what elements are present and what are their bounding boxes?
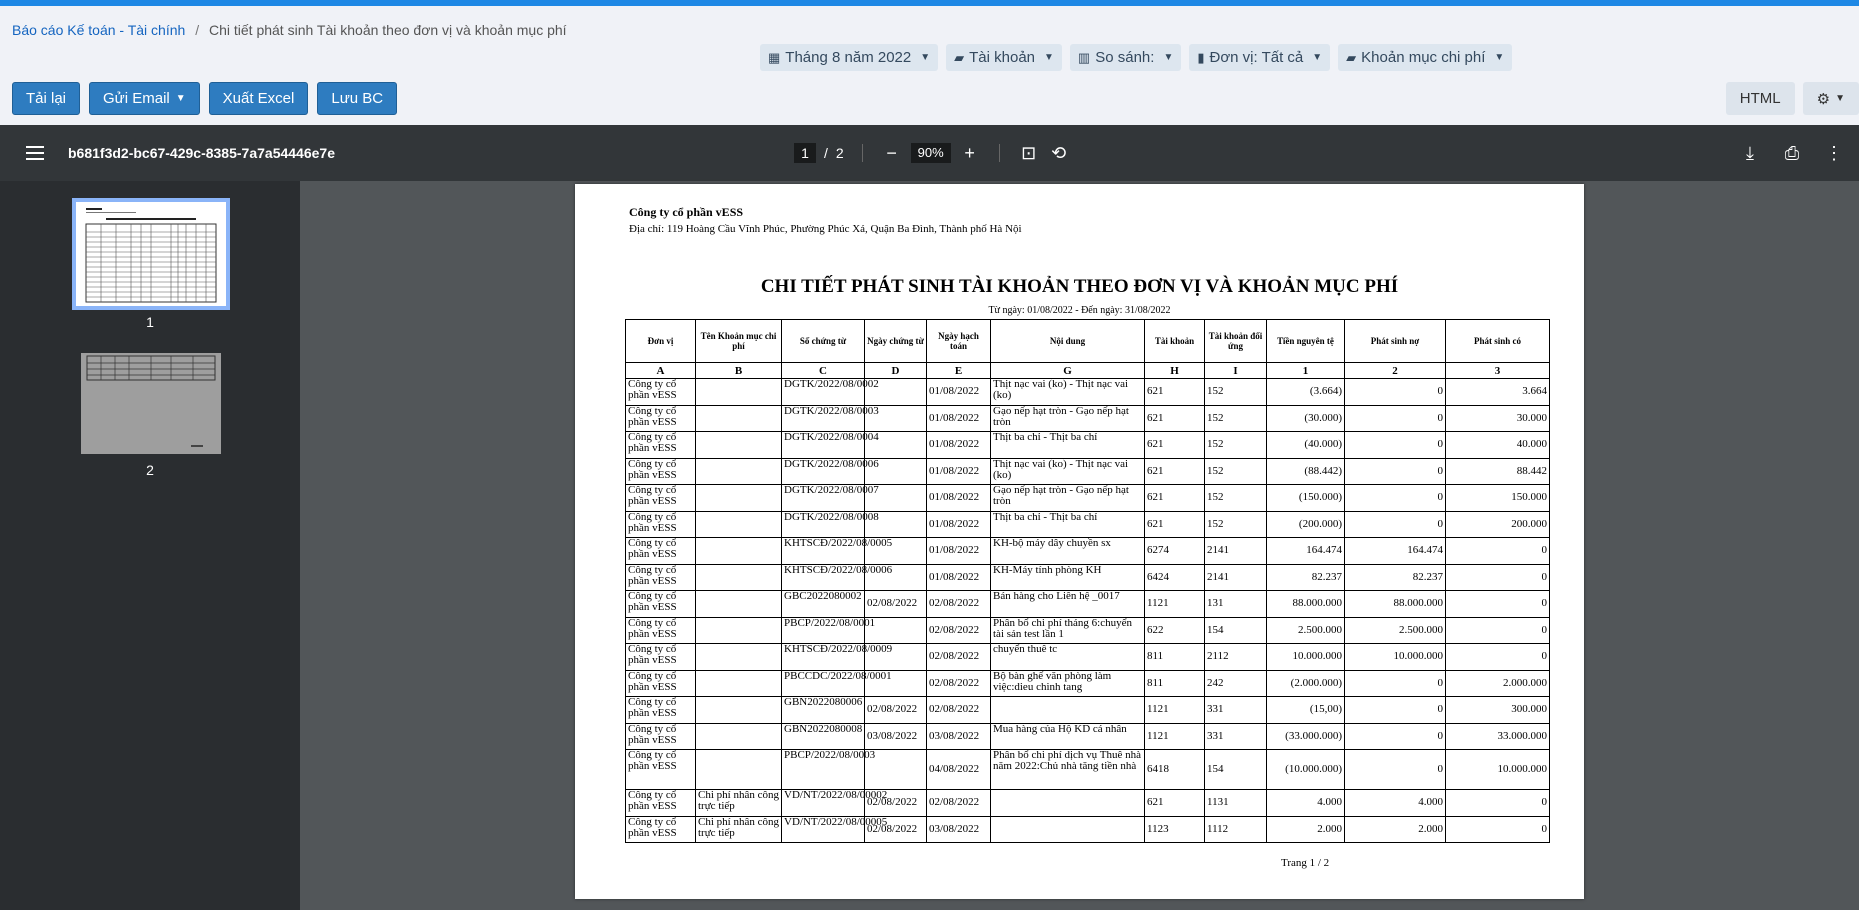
gear-icon: ⚙ xyxy=(1816,90,1831,108)
right-toolbar xyxy=(1726,82,1859,115)
table-cell: 6418 xyxy=(1145,750,1205,790)
table-cell: 0 xyxy=(1446,591,1550,618)
table-cell: 1112 xyxy=(1205,816,1267,843)
table-cell: 621 xyxy=(1145,790,1205,817)
table-cell: 82.237 xyxy=(1267,564,1345,591)
table-row xyxy=(626,564,1550,591)
table-cell: 02/08/2022 xyxy=(927,644,991,671)
table-row xyxy=(626,511,1550,538)
table-cell: 03/08/2022 xyxy=(927,723,991,750)
table-letter-row xyxy=(626,363,1550,379)
column-code: 3 xyxy=(1446,363,1550,379)
table-cell: 1121 xyxy=(1145,697,1205,724)
table-cell: DGTK/2022/08/0002 xyxy=(782,379,865,406)
column-code: 1 xyxy=(1267,363,1345,379)
table-cell: 02/08/2022 xyxy=(927,697,991,724)
print-icon[interactable]: ⎙ xyxy=(1784,142,1800,163)
table-cell xyxy=(696,458,782,485)
filter-bar xyxy=(760,44,1512,72)
export-excel-button[interactable]: Xuất Excel xyxy=(209,82,309,115)
table-cell: Công ty cổ phần vESS xyxy=(626,379,696,406)
table-cell: GBC2022080002 xyxy=(782,591,865,618)
caret-down-icon: ▼ xyxy=(175,93,186,104)
table-cell: 621 xyxy=(1145,458,1205,485)
table-cell: 4.000 xyxy=(1345,790,1446,817)
table-cell: 02/08/2022 xyxy=(927,670,991,697)
table-cell: GBN2022080006 xyxy=(782,697,865,724)
table-cell: 300.000 xyxy=(1446,697,1550,724)
table-cell: 40.000 xyxy=(1446,432,1550,459)
table-row xyxy=(626,617,1550,644)
table-cell: Thịt ba chỉ - Thịt ba chỉ xyxy=(991,432,1145,459)
table-cell xyxy=(991,790,1145,817)
table-cell: 02/08/2022 xyxy=(865,591,927,618)
total-pages: 2 xyxy=(835,145,844,161)
table-cell: 0 xyxy=(1446,816,1550,843)
table-cell: 02/08/2022 xyxy=(865,697,927,724)
pdf-page xyxy=(575,184,1584,899)
table-cell: 2112 xyxy=(1205,644,1267,671)
column-header: Phát sinh nợ xyxy=(1345,320,1446,363)
caret-down-icon: ▼ xyxy=(1494,52,1505,63)
table-row xyxy=(626,670,1550,697)
table-cell: 10.000.000 xyxy=(1267,644,1345,671)
table-cell: Công ty cổ phần vESS xyxy=(626,723,696,750)
table-cell: 621 xyxy=(1145,485,1205,512)
column-header: Đơn vị xyxy=(626,320,696,363)
table-cell: VD/NT/2022/08/00002 xyxy=(782,790,865,817)
table-cell: 6424 xyxy=(1145,564,1205,591)
table-cell: 0 xyxy=(1446,644,1550,671)
column-header: Số chứng từ xyxy=(782,320,865,363)
table-cell: 164.474 xyxy=(1345,538,1446,565)
table-row xyxy=(626,538,1550,565)
table-cell: Công ty cổ phần vESS xyxy=(626,538,696,565)
table-cell: 01/08/2022 xyxy=(927,485,991,512)
table-row xyxy=(626,458,1550,485)
table-cell: PBCP/2022/08/0001 xyxy=(782,617,865,644)
table-cell: 154 xyxy=(1205,617,1267,644)
company-name: Công ty cổ phần vESS xyxy=(629,205,744,219)
table-cell: 0 xyxy=(1446,538,1550,565)
page-footer: Trang 1 / 2 xyxy=(1281,857,1330,869)
table-cell: 82.237 xyxy=(1345,564,1446,591)
table-cell: 2141 xyxy=(1205,564,1267,591)
table-cell: 152 xyxy=(1205,405,1267,432)
page-separator: / xyxy=(824,145,828,161)
table-cell: 2.000 xyxy=(1345,816,1446,843)
table-cell: 03/08/2022 xyxy=(927,816,991,843)
table-cell: (3.664) xyxy=(1267,379,1345,406)
table-cell: 152 xyxy=(1205,458,1267,485)
filter-period[interactable] xyxy=(760,44,938,71)
caret-down-icon: ▼ xyxy=(1044,52,1054,63)
table-cell: Công ty cổ phần vESS xyxy=(626,432,696,459)
table-cell: 33.000.000 xyxy=(1446,723,1550,750)
table-cell: Gạo nếp hạt tròn - Gạo nếp hạt tròn xyxy=(991,405,1145,432)
table-cell: 2.500.000 xyxy=(1267,617,1345,644)
table-cell: Thịt nạc vai (ko) - Thịt nạc vai (ko) xyxy=(991,379,1145,406)
page-controls xyxy=(794,143,1070,164)
table-cell xyxy=(991,816,1145,843)
table-cell: 88.442 xyxy=(1446,458,1550,485)
table-cell: 0 xyxy=(1345,511,1446,538)
table-cell: 621 xyxy=(1145,511,1205,538)
table-cell: Bộ bàn ghế văn phòng làm việc:dieu chinh tang xyxy=(991,670,1145,697)
breadcrumb xyxy=(0,6,1859,46)
table-row xyxy=(626,816,1550,843)
folder-icon: ▰ xyxy=(1346,49,1357,65)
table-cell: 1121 xyxy=(1145,723,1205,750)
table-cell: KHTSCĐ/2022/08/0009 xyxy=(782,644,865,671)
table-cell: 0 xyxy=(1446,790,1550,817)
table-row xyxy=(626,405,1550,432)
table-cell: 0 xyxy=(1345,432,1446,459)
table-cell: Phân bổ chi phí dịch vụ Thuê nhà năm 2022:Chủ nhà tăng tiền nhà xyxy=(991,750,1145,790)
table-cell: 164.474 xyxy=(1267,538,1345,565)
table-cell xyxy=(696,564,782,591)
table-cell: VD/NT/2022/08/00005 xyxy=(782,816,865,843)
table-cell: 03/08/2022 xyxy=(865,723,927,750)
calendar-icon: ▦ xyxy=(768,49,781,65)
table-cell: Công ty cổ phần vESS xyxy=(626,816,696,843)
table-cell: Công ty cổ phần vESS xyxy=(626,670,696,697)
table-cell: 6274 xyxy=(1145,538,1205,565)
table-cell: 1121 xyxy=(1145,591,1205,618)
caret-down-icon: ▼ xyxy=(1163,52,1174,63)
column-header: Tài khoản xyxy=(1145,320,1205,363)
thumbnail-label-1: 1 xyxy=(146,314,154,330)
building-icon: ▮ xyxy=(1197,49,1205,65)
table-cell: (30.000) xyxy=(1267,405,1345,432)
table-cell: 3.664 xyxy=(1446,379,1550,406)
rotate-icon[interactable]: ⟲ xyxy=(1051,142,1067,163)
table-cell: Phân bổ chi phí tháng 6:chuyển tài sản test lần 1 xyxy=(991,617,1145,644)
table-cell: 02/08/2022 xyxy=(927,617,991,644)
table-cell: DGTK/2022/08/0003 xyxy=(782,405,865,432)
table-cell: 621 xyxy=(1145,432,1205,459)
table-cell: 154 xyxy=(1205,750,1267,790)
table-cell: 01/08/2022 xyxy=(927,458,991,485)
page-thumbnail-2[interactable] xyxy=(81,353,221,454)
table-cell: 30.000 xyxy=(1446,405,1550,432)
table-row xyxy=(626,723,1550,750)
report-date-range: Từ ngày: 01/08/2022 - Đến ngày: 31/08/2022 xyxy=(988,305,1171,316)
table-cell: (2.000.000) xyxy=(1267,670,1345,697)
table-cell: 01/08/2022 xyxy=(927,379,991,406)
pdf-viewer-toolbar xyxy=(0,125,1859,181)
table-cell: 0 xyxy=(1446,564,1550,591)
table-cell: 04/08/2022 xyxy=(927,750,991,790)
table-cell: 88.000.000 xyxy=(1345,591,1446,618)
table-cell: 01/08/2022 xyxy=(927,405,991,432)
table-cell: Mua hàng của Hộ KD cá nhân xyxy=(991,723,1145,750)
table-cell: Thịt ba chỉ - Thịt ba chỉ xyxy=(991,511,1145,538)
table-cell: Công ty cổ phần vESS xyxy=(626,644,696,671)
zoom-level-input[interactable]: 90% xyxy=(911,143,951,163)
report-title: CHI TIẾT PHÁT SINH TÀI KHOẢN THEO ĐƠN VỊ VÀ KHOẢN MỤC PHÍ xyxy=(760,276,1399,297)
filter-cost-item[interactable] xyxy=(1338,44,1512,71)
table-cell: 0 xyxy=(1345,379,1446,406)
breadcrumb-separator: / xyxy=(195,22,200,38)
table-cell: Thịt nạc vai (ko) - Thịt nạc vai (ko) xyxy=(991,458,1145,485)
table-cell: 02/08/2022 xyxy=(927,591,991,618)
table-cell: DGTK/2022/08/0008 xyxy=(782,511,865,538)
table-cell: Gạo nếp hạt tròn - Gạo nếp hạt tròn xyxy=(991,485,1145,512)
table-cell xyxy=(696,644,782,671)
table-cell: 152 xyxy=(1205,485,1267,512)
table-cell: Chi phí nhân công trực tiếp xyxy=(696,790,782,817)
table-cell xyxy=(991,697,1145,724)
column-header: Ngày hạch toán xyxy=(927,320,991,363)
column-code: I xyxy=(1205,363,1267,379)
filter-label: Đơn vị: Tất cả xyxy=(1209,49,1304,66)
table-cell: PBCCDC/2022/08/0001 xyxy=(782,670,865,697)
breadcrumb-current: Chi tiết phát sinh Tài khoản theo đơn vị và khoản mục phí xyxy=(208,22,567,38)
zoom-in-icon[interactable]: + xyxy=(964,142,975,163)
table-cell: 2.000.000 xyxy=(1446,670,1550,697)
zoom-out-icon[interactable]: − xyxy=(886,142,897,163)
table-cell: 0 xyxy=(1345,670,1446,697)
table-cell: Công ty cổ phần vESS xyxy=(626,750,696,790)
table-cell: (200.000) xyxy=(1267,511,1345,538)
filter-account[interactable] xyxy=(946,44,1062,71)
column-code: D xyxy=(865,363,927,379)
table-cell: 621 xyxy=(1145,379,1205,406)
table-cell: DGTK/2022/08/0004 xyxy=(782,432,865,459)
table-cell xyxy=(696,617,782,644)
table-body xyxy=(626,379,1550,843)
table-cell: 01/08/2022 xyxy=(927,564,991,591)
table-cell: Bán hàng cho Liên hệ _0017 xyxy=(991,591,1145,618)
table-cell: PBCP/2022/08/0003 xyxy=(782,750,865,790)
thumbnail-preview-2 xyxy=(81,353,221,454)
table-cell: 131 xyxy=(1205,591,1267,618)
table-cell: 2141 xyxy=(1205,538,1267,565)
table-header-row xyxy=(626,320,1550,363)
bar-chart-icon: ▥ xyxy=(1077,49,1091,65)
settings-button[interactable] xyxy=(1803,82,1859,115)
company-address: Địa chỉ: 119 Hoàng Cầu Vĩnh Phúc, Phường Phúc Xá, Quận Ba Đình, Thành phố Hà Nội xyxy=(629,223,1022,235)
fit-page-icon[interactable]: ⊡ xyxy=(1021,142,1037,163)
table-cell: Công ty cổ phần vESS xyxy=(626,790,696,817)
table-cell xyxy=(696,511,782,538)
filter-unit[interactable] xyxy=(1189,44,1330,71)
table-cell: 10.000.000 xyxy=(1446,750,1550,790)
table-cell: 02/08/2022 xyxy=(927,790,991,817)
table-cell: 2.500.000 xyxy=(1345,617,1446,644)
table-cell: 0 xyxy=(1345,723,1446,750)
column-header: Tên Khoản mục chi phí xyxy=(696,320,782,363)
table-row xyxy=(626,432,1550,459)
column-code: G xyxy=(991,363,1145,379)
toolbar-divider xyxy=(999,144,1000,162)
page-thumbnail-1[interactable] xyxy=(76,202,226,306)
caret-down-icon: ▼ xyxy=(920,52,931,63)
save-report-button[interactable]: Lưu BC xyxy=(317,82,397,115)
more-options-icon[interactable]: ⋮ xyxy=(1825,142,1843,163)
table-cell xyxy=(696,538,782,565)
table-cell xyxy=(696,405,782,432)
caret-down-icon: ▼ xyxy=(1835,93,1845,104)
table-cell: 1123 xyxy=(1145,816,1205,843)
table-cell: 152 xyxy=(1205,379,1267,406)
table-cell: 811 xyxy=(1145,644,1205,671)
filter-label: Tài khoản xyxy=(969,49,1036,66)
column-header: Nội dung xyxy=(991,320,1145,363)
table-cell: 10.000.000 xyxy=(1345,644,1446,671)
column-header: Tiền nguyên tệ xyxy=(1267,320,1345,363)
download-icon[interactable]: ⤓ xyxy=(1746,142,1754,163)
table-cell: 1131 xyxy=(1205,790,1267,817)
table-cell xyxy=(696,591,782,618)
table-cell: DGTK/2022/08/0007 xyxy=(782,485,865,512)
table-cell: 621 xyxy=(1145,405,1205,432)
table-cell: chuyển thuê tc xyxy=(991,644,1145,671)
table-cell: (88.442) xyxy=(1267,458,1345,485)
caret-down-icon: ▼ xyxy=(1312,52,1323,63)
filter-label: So sánh: xyxy=(1095,49,1155,66)
send-email-button[interactable] xyxy=(89,82,200,115)
filter-label: Tháng 8 năm 2022 xyxy=(785,49,912,66)
table-cell: Chi phí nhân công trực tiếp xyxy=(696,816,782,843)
table-cell: DGTK/2022/08/0006 xyxy=(782,458,865,485)
viewer-right-tools xyxy=(1739,143,1845,164)
column-code: B xyxy=(696,363,782,379)
table-cell: 02/08/2022 xyxy=(865,816,927,843)
column-code: H xyxy=(1145,363,1205,379)
table-cell: 02/08/2022 xyxy=(865,790,927,817)
table-cell: 01/08/2022 xyxy=(927,511,991,538)
table-cell xyxy=(696,750,782,790)
table-cell: Công ty cổ phần vESS xyxy=(626,617,696,644)
table-cell: 0 xyxy=(1446,617,1550,644)
document-title: b681f3d2-bc67-429c-8385-7a7a54446e7e xyxy=(68,145,335,161)
table-cell: 88.000.000 xyxy=(1267,591,1345,618)
breadcrumb-root-link[interactable]: Báo cáo Kế toán - Tài chính xyxy=(12,22,186,38)
table-cell: 331 xyxy=(1205,723,1267,750)
table-cell: (33.000.000) xyxy=(1267,723,1345,750)
table-cell: 152 xyxy=(1205,432,1267,459)
table-cell: Công ty cổ phần vESS xyxy=(626,485,696,512)
column-header: Ngày chứng từ xyxy=(865,320,927,363)
table-row xyxy=(626,644,1550,671)
table-cell: 0 xyxy=(1345,458,1446,485)
thumbnail-preview-1 xyxy=(76,202,226,306)
filter-compare[interactable] xyxy=(1070,44,1181,71)
page-number-input[interactable]: 1 xyxy=(794,143,816,163)
column-code: 2 xyxy=(1345,363,1446,379)
table-cell: Công ty cổ phần vESS xyxy=(626,458,696,485)
thumbnail-label-2: 2 xyxy=(146,462,154,478)
table-row xyxy=(626,790,1550,817)
table-cell: KHTSCĐ/2022/08/0006 xyxy=(782,564,865,591)
table-cell: GBN2022080008 xyxy=(782,723,865,750)
table-row xyxy=(626,485,1550,512)
table-cell xyxy=(696,432,782,459)
table-cell: 01/08/2022 xyxy=(927,538,991,565)
table-cell: 2.000 xyxy=(1267,816,1345,843)
table-row xyxy=(626,379,1550,406)
table-cell: 01/08/2022 xyxy=(927,432,991,459)
html-view-button[interactable]: HTML xyxy=(1726,82,1795,115)
table-cell: KH-bộ máy dây chuyền sx xyxy=(991,538,1145,565)
toolbar-divider xyxy=(862,144,863,162)
table-cell: 0 xyxy=(1345,485,1446,512)
table-cell: Công ty cổ phần vESS xyxy=(626,511,696,538)
table-cell: (150.000) xyxy=(1267,485,1345,512)
table-cell: 150.000 xyxy=(1446,485,1550,512)
table-cell: KH-Máy tính phòng KH xyxy=(991,564,1145,591)
table-cell: 0 xyxy=(1345,697,1446,724)
table-cell xyxy=(696,670,782,697)
table-cell: 811 xyxy=(1145,670,1205,697)
reload-button[interactable]: Tải lại xyxy=(12,82,80,115)
column-header: Phát sinh có xyxy=(1446,320,1550,363)
thumbnail-sidebar xyxy=(0,181,300,910)
table-cell: KHTSCĐ/2022/08/0005 xyxy=(782,538,865,565)
menu-icon[interactable] xyxy=(26,142,44,164)
table-cell: 0 xyxy=(1345,750,1446,790)
folder-icon: ▰ xyxy=(954,49,965,65)
column-code: E xyxy=(927,363,991,379)
pdf-canvas[interactable] xyxy=(300,181,1859,910)
table-cell xyxy=(696,379,782,406)
table-cell: 4.000 xyxy=(1267,790,1345,817)
table-cell xyxy=(696,723,782,750)
table-cell: Công ty cổ phần vESS xyxy=(626,564,696,591)
table-cell: 152 xyxy=(1205,511,1267,538)
table-cell: Công ty cổ phần vESS xyxy=(626,697,696,724)
table-cell: Công ty cổ phần vESS xyxy=(626,405,696,432)
table-cell: 242 xyxy=(1205,670,1267,697)
table-cell: (15,00) xyxy=(1267,697,1345,724)
table-row xyxy=(626,750,1550,790)
table-cell: 331 xyxy=(1205,697,1267,724)
filter-label: Khoản mục chi phí xyxy=(1361,49,1486,66)
report-table xyxy=(625,319,1550,843)
send-email-label: Gửi Email xyxy=(103,90,170,107)
table-cell xyxy=(696,697,782,724)
table-row xyxy=(626,697,1550,724)
table-cell: (40.000) xyxy=(1267,432,1345,459)
table-cell: 0 xyxy=(1345,405,1446,432)
table-cell xyxy=(696,485,782,512)
table-row xyxy=(626,591,1550,618)
column-code: A xyxy=(626,363,696,379)
table-cell: 200.000 xyxy=(1446,511,1550,538)
table-cell: Công ty cổ phần vESS xyxy=(626,591,696,618)
column-header: Tài khoản đối ứng xyxy=(1205,320,1267,363)
table-cell: (10.000.000) xyxy=(1267,750,1345,790)
table-cell: 622 xyxy=(1145,617,1205,644)
column-code: C xyxy=(782,363,865,379)
action-toolbar xyxy=(12,82,397,115)
